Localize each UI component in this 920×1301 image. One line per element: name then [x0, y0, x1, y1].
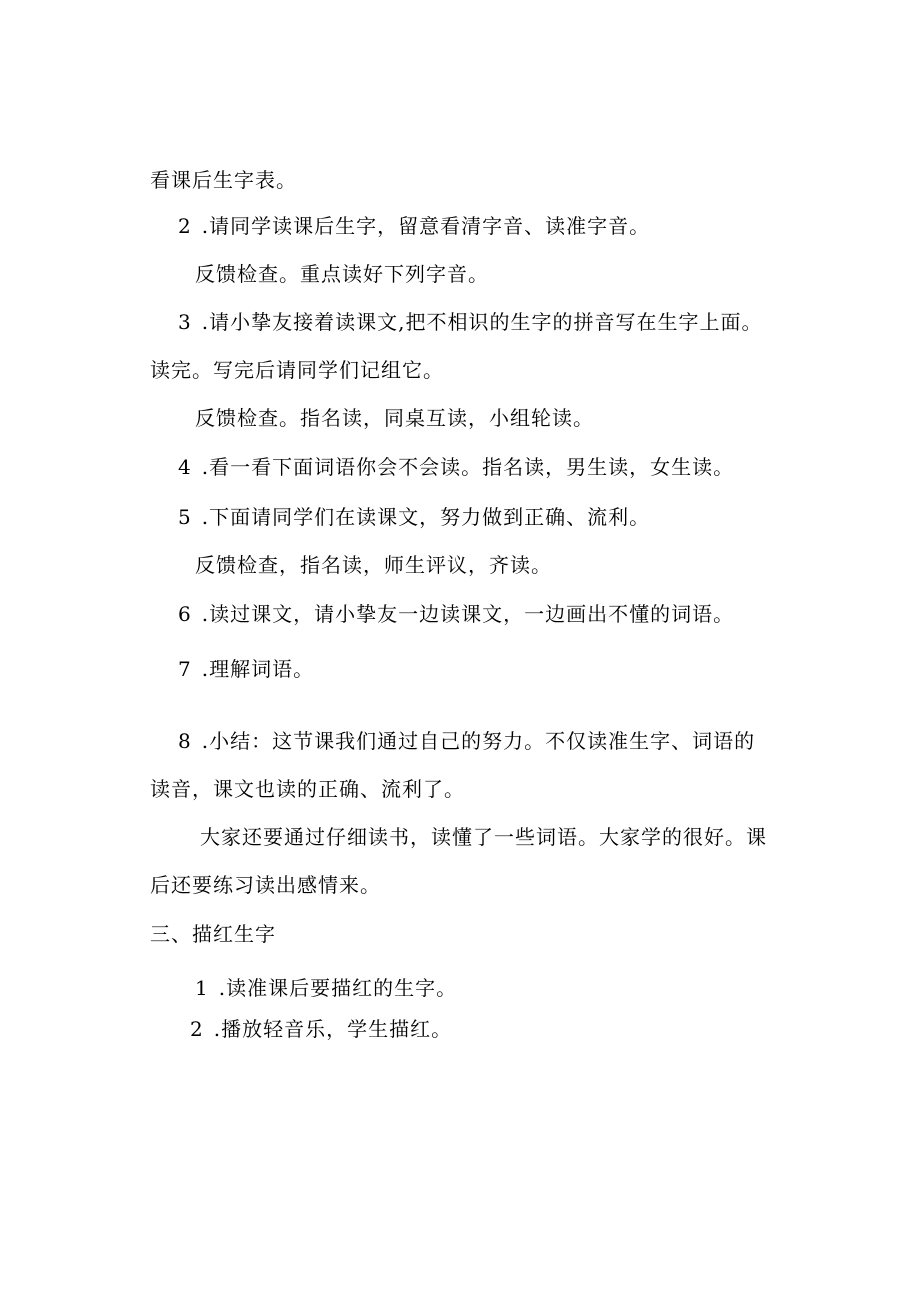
item-text: .读过课文，请小挚友一边读课文，一边画出不懂的词语。 [201, 602, 735, 626]
numbered-item [178, 505, 650, 529]
numbered-item [178, 602, 734, 626]
item-number: 1 [195, 976, 209, 1000]
text-line [150, 168, 297, 192]
section-heading [150, 922, 276, 946]
line-text: 反馈检查。指名读，同桌互读，小组轮读。 [195, 406, 594, 430]
numbered-item [178, 657, 314, 681]
item-text: .请小挚友接着读课文,把不相识的生字的拼音写在生字上面。 [201, 310, 763, 334]
item-text: .请同学读课后生字，留意看清字音、读准字音。 [201, 214, 651, 238]
numbered-item [178, 214, 650, 238]
line-text: 反馈检查，指名读，师生评议，齐读。 [195, 553, 552, 577]
item-number: 2 [190, 1017, 204, 1041]
numbered-item [190, 1017, 452, 1041]
text-line [150, 358, 444, 382]
item-text: .播放轻音乐，学生描红。 [213, 1017, 453, 1041]
text-line [200, 825, 767, 849]
item-number: 6 [178, 602, 192, 626]
numbered-item [178, 310, 762, 334]
numbered-item [195, 976, 457, 1000]
heading-text: 三、描红生字 [150, 922, 276, 946]
line-text: 反馈检查。重点读好下列字音。 [195, 262, 489, 286]
line-text: 大家还要通过仔细读书，读懂了一些词语。大家学的很好。课 [200, 825, 767, 849]
item-text: .读准课后要描红的生字。 [218, 976, 458, 1000]
line-text: 看课后生字表。 [150, 168, 297, 192]
text-line [150, 873, 381, 897]
numbered-item [178, 455, 734, 479]
line-text: 读完。写完后请同学们记组它。 [150, 358, 444, 382]
item-text: .理解词语。 [201, 657, 315, 681]
item-number: 7 [178, 657, 192, 681]
item-number: 2 [178, 214, 192, 238]
item-number: 4 [178, 455, 192, 479]
text-line [195, 406, 594, 430]
text-line [195, 262, 489, 286]
item-text: .小结：这节课我们通过自己的努力。不仅读准生字、词语的 [201, 729, 756, 753]
line-text: 后还要练习读出感情来。 [150, 873, 381, 897]
item-number: 5 [178, 505, 192, 529]
item-number: 3 [178, 310, 192, 334]
item-text: .下面请同学们在读课文，努力做到正确、流利。 [201, 505, 651, 529]
line-text: 读音，课文也读的正确、流利了。 [150, 777, 465, 801]
item-text: .看一看下面词语你会不会读。指名读，男生读，女生读。 [201, 455, 735, 479]
text-line [150, 777, 465, 801]
numbered-item [178, 729, 755, 753]
text-line [195, 553, 552, 577]
item-number: 8 [178, 729, 192, 753]
